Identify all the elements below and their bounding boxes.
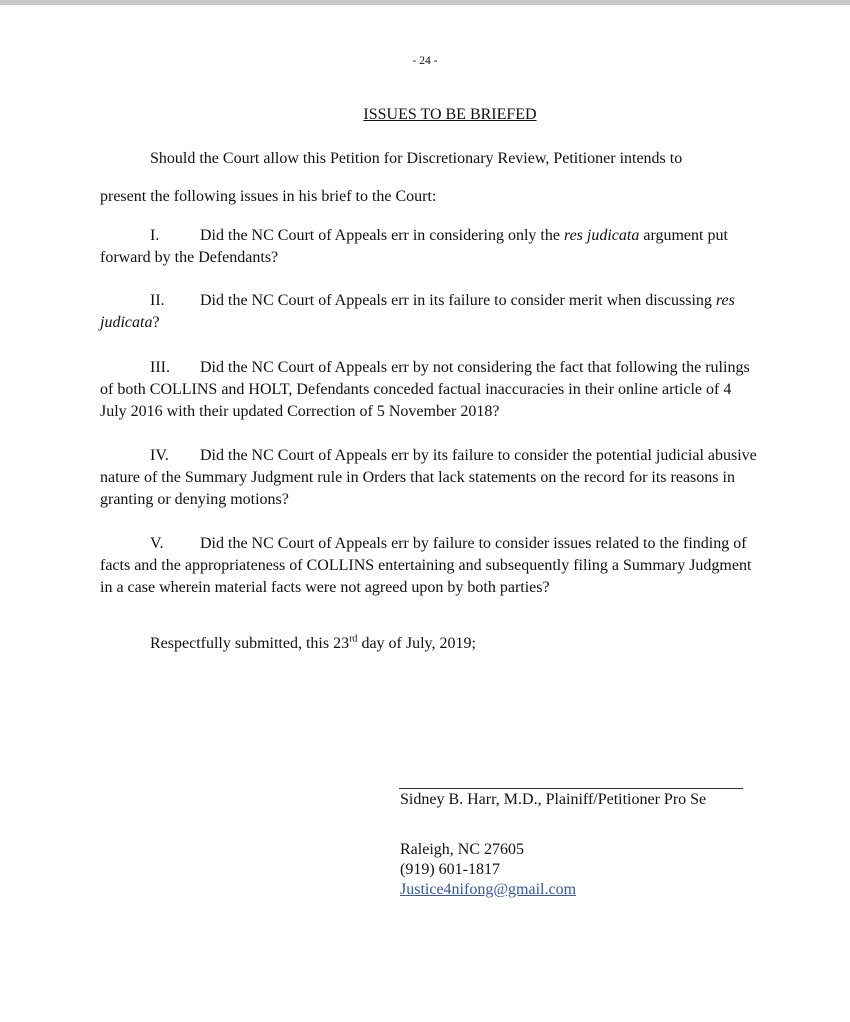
issue-numeral: IV. [150, 447, 169, 464]
signer-name: Sidney B. Harr, M.D., Plainiff/Petitioner Pro Se [400, 791, 707, 808]
issue-text: Did the NC Court of Appeals err in considering only the [200, 227, 564, 244]
issue-numeral: II. [150, 292, 165, 309]
issue-text: Did the NC Court of Appeals err by not considering the fact that following the rulings of both COLLINS and HOLT, Defendants conceded factual inaccuracies in their online article of 4 July 2016 with their updated Correction of 5 November 2018? [100, 359, 750, 420]
issue-text: ? [152, 314, 160, 331]
intro-line-2: present the following issues in his brief to the Court: [100, 188, 437, 205]
closing-text: Respectfully submitted, this 23 [150, 635, 350, 652]
top-border [0, 0, 850, 5]
page-number: - 24 - [412, 55, 438, 67]
issue-italic-term: res judicata [563, 227, 640, 244]
contact-info [400, 840, 820, 900]
intro-line-1: Should the Court allow this Petition for Discretionary Review, Petitioner intends to [150, 150, 683, 167]
issue-text: Did the NC Court of Appeals err by failure to consider issues related to the finding of facts and the appropriateness of COLLINS entertaining and subsequently filing a Summary Judgment in a case wherein material facts were not agreed upon by both parties? [100, 535, 752, 596]
phone-number: (919) 601-1817 [400, 861, 500, 878]
issue-text: argument put forward by the Defendants? [100, 227, 728, 266]
issue-5 [100, 533, 760, 599]
issue-numeral: III. [150, 359, 170, 376]
closing-statement [100, 633, 760, 655]
issue-1 [100, 225, 760, 269]
issue-4 [100, 445, 760, 511]
city-state-zip: Raleigh, NC 27605 [400, 841, 524, 858]
issue-numeral: I. [150, 227, 160, 244]
issue-2 [100, 290, 760, 334]
ordinal-suffix: rd [349, 633, 358, 645]
closing-text: day of July, 2019; [357, 635, 476, 652]
issue-text: Did the NC Court of Appeals err by its failure to consider the potential judicial abusive nature of the Summary Judgment rule in Orders that lack statements on the record for its reasons in granting or denying motions? [100, 447, 757, 508]
signature-line [399, 788, 743, 789]
issue-3 [100, 357, 760, 423]
email-link[interactable]: Justice4nifong@gmail.com [400, 881, 577, 898]
issue-italic-term: res judicata [100, 292, 735, 331]
issue-numeral: V. [150, 535, 164, 552]
issue-text: Did the NC Court of Appeals err in its failure to consider merit when discussing [200, 292, 716, 309]
signature-block [400, 790, 820, 900]
page-title: ISSUES TO BE BRIEFED [363, 106, 537, 123]
